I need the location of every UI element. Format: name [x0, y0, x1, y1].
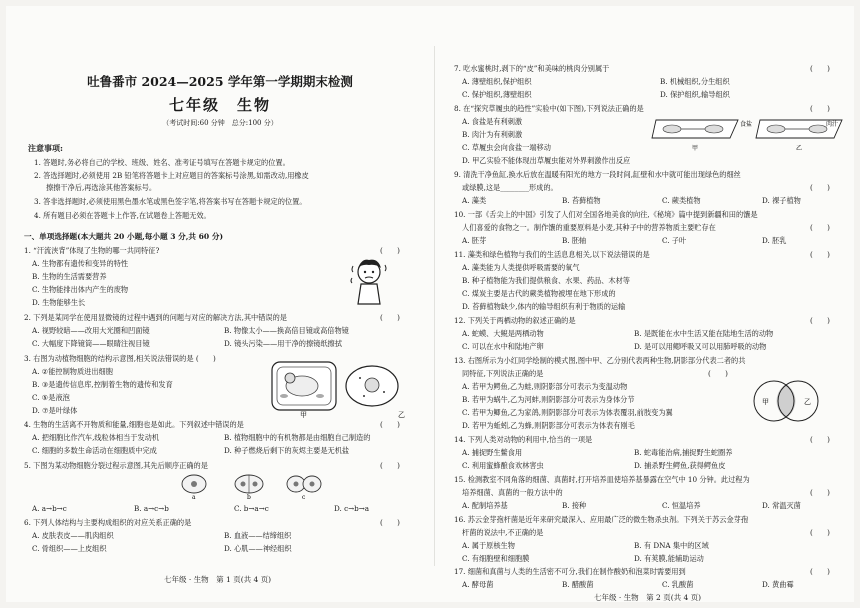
answer-paren: ( ) [810, 435, 830, 444]
page-2 [454, 6, 848, 602]
question-16-cont: 杆菌的说法中,不正确的是 [462, 528, 544, 537]
option: C. 乳酸菌 [662, 580, 694, 589]
option: D. 种子燃烧后剩下的灰烬主要是无机盐 [224, 446, 350, 455]
figure-label: c [302, 494, 306, 500]
question-8: 8. 在“探究草履虫的趋性”实验中(如下图),下列说法正确的是 [454, 104, 644, 113]
figure-label: 乙 [796, 145, 803, 152]
figure-label: 甲 [300, 411, 307, 418]
option: A. 皮肤表皮——肌肉组织 [32, 531, 114, 540]
question-3: 3. 右图为动植物细胞的结构示意图,相关说法错误的是 ( ) [24, 354, 216, 363]
option: C. 有细胞壁和细胞膜 [462, 554, 530, 563]
question-15-cont: 培养细菌、真菌的一般方法中的 [462, 488, 563, 497]
option: B. 接种 [562, 501, 587, 510]
option: B. 肉汁为有利刺激 [462, 130, 523, 139]
answer-paren: ( ) [380, 313, 400, 322]
page-footer: 七年级 · 生物 第 2 页(共 4 页) [594, 593, 702, 602]
option: D. 常温灭菌 [762, 501, 801, 510]
option: D. 胚乳 [762, 236, 787, 245]
option: B. 血液——结缔组织 [224, 531, 292, 540]
paramecium-experiment-diagram [650, 114, 848, 154]
option: C. 保护组织,薄壁组织 [462, 90, 532, 99]
option: D. 黄曲霉 [762, 580, 794, 589]
option: B. 苔藓植物 [562, 196, 601, 205]
question-17: 17. 细菌和真菌与人类的生活密不可分,我们在制作酸奶和泡菜时需要用到 [454, 567, 686, 576]
option: C. 骨组织——上皮组织 [32, 544, 107, 553]
answer-paren: ( ) [810, 316, 830, 325]
notes-title: 注意事项: [28, 143, 63, 153]
question-10: 10. 一部《舌尖上的中国》引发了人们对全国各地美食的向往,《秘境》篇中提到新疆和田的馕是 [454, 210, 758, 219]
option: A. 生物都有遗传和变异的特性 [32, 259, 129, 268]
option: A. 胚芽 [462, 236, 487, 245]
question-9: 9. 清洗干净鱼缸,换水后放在温暖有阳光的地方一段时间,缸壁和水中就可能出现绿色的细丝 [454, 170, 741, 179]
note-line: 3. 答非选择题时,必须使用黑色墨水笔或黑色签字笔,将答案书写在答题卡规定的位置。 [34, 197, 307, 206]
figure-label: 食盐 [740, 121, 753, 128]
option: B. ③是遗传信息库,控制着生物的遗传和发育 [32, 380, 173, 389]
figure-label: a [192, 494, 196, 500]
option: C. 生物能排出体内产生的废物 [32, 285, 129, 294]
option: D. 有荚膜,能辅助运动 [634, 554, 704, 563]
plant-animal-cell-diagram [268, 356, 408, 418]
answer-paren: ( ) [810, 223, 830, 232]
question-13: 13. 右图所示为小红同学绘制的模式图,图中甲、乙分别代表两种生物,阴影部分代表二者的共 [454, 356, 746, 365]
exam-info: （考试时间:60 分钟 总分:100 分） [162, 119, 278, 127]
option: D. 甲乙实验不能体现出草履虫能对外界刺激作出反应 [462, 156, 631, 165]
question-14: 14. 下列人类对动物的利用中,恰当的一项是 [454, 435, 593, 444]
option: D. ⑦是叶绿体 [32, 406, 78, 415]
answer-paren: ( ) [810, 528, 830, 537]
figure-label: 甲 [692, 145, 699, 152]
answer-paren: ( ) [810, 567, 830, 576]
option: A. 视野较暗——改用大光圈和凹面镜 [32, 326, 150, 335]
option: B. 是既能在水中生活又能在陆地生活的动物 [634, 329, 774, 338]
figure-label: 肉汁 [826, 121, 839, 128]
note-line: 2. 答选择题时,必须使用 2B 铅笔将答题卡上对应题目的答案标号涂黑,如需改动,用橡皮 [34, 171, 309, 180]
option: C. 恒温培养 [662, 501, 701, 510]
answer-paren: ( ) [810, 488, 830, 497]
option: A. 藻类能为人类提供呼吸需要的氧气 [462, 263, 580, 272]
answer-paren: ( ) [810, 64, 830, 73]
option: A. 食盐是有利刺激 [462, 117, 523, 126]
option: B. 若甲为蜗牛,乙为河蚌,则阴影部分可表示为身体分节 [462, 395, 635, 404]
note-line: 4. 所有题目必须在答题卡上作答,在试题卷上答题无效。 [34, 211, 211, 220]
option: B. 有 DNA 集中的区域 [634, 541, 709, 550]
answer-paren: ( ) [380, 518, 400, 527]
option: B. 蛇毒能治病,捕捉野生蛇圈养 [634, 448, 733, 457]
answer-paren: ( ) [810, 250, 830, 259]
cell-division-diagram [174, 472, 324, 500]
option: A. 配制培养基 [462, 501, 508, 510]
option: C. 蕨类植物 [662, 196, 701, 205]
option: A. ②能控制物质进出细胞 [32, 367, 113, 376]
option: A. 把细胞比作汽车,线粒体相当于发动机 [32, 433, 160, 442]
answer-paren: ( ) [810, 183, 830, 192]
option: D. 生物能够生长 [32, 298, 86, 307]
option: D. 是可以用鳃呼吸又可以用肺呼吸的动物 [634, 342, 767, 351]
exam-sheet [6, 6, 854, 602]
option: B. 物像太小——换高倍目镜或高倍物镜 [224, 326, 349, 335]
option: C. 煤炭主要是古代的蕨类植物被埋在地下形成的 [462, 289, 616, 298]
option: C. 利用蜜蜂酿食欢林害虫 [462, 461, 544, 470]
option: C. 若甲为鲫鱼,乙为家鸽,则阴影部分可表示为体表覆羽,前肢变为翼 [462, 408, 673, 417]
question-9-cont: 或绿膜,这是________形成的。 [462, 183, 558, 192]
option: A. 属于原核生物 [462, 541, 515, 550]
option: A. 酵母菌 [462, 580, 494, 589]
question-6: 6. 下列人体结构与主要构成组织的对应关系正确的是 [24, 518, 192, 527]
answer-paren: ( ) [380, 461, 400, 470]
option: D. 心肌——神经组织 [224, 544, 292, 553]
sweating-boy-illustration [346, 256, 392, 306]
option: D. 苔藓植物缺少,体内的输导组织有利于物质的运输 [462, 302, 626, 311]
option: A. 蛇蟆、大鲵是两栖动物 [462, 329, 544, 338]
question-13-cont: 同特征,下列说法正确的是 [462, 369, 544, 378]
figure-label: b [247, 494, 251, 500]
question-15: 15. 检测教室不同角落的细菌、真菌时,打开培养皿使培养基暴露在空气中 10 分钟。此过程为 [454, 475, 750, 484]
option: D. 裸子植物 [762, 196, 801, 205]
exam-title: 吐鲁番市 2024—2025 学年第一学期期末检测 [87, 74, 353, 89]
option: B. 机械组织,分生组织 [660, 77, 730, 86]
answer-paren: ( ) [380, 246, 400, 255]
page-fold-divider [434, 46, 435, 566]
question-4: 4. 生物的生活离不开物质和能量,细胞也是如此。下列叙述中错误的是 [24, 420, 244, 429]
question-1: 1. “汗流浃背”体现了生物的哪一共同特征? [24, 246, 160, 255]
option: B. 醋酸菌 [562, 580, 594, 589]
question-7: 7. 吃水蜜桃时,剥下的“皮”和美味的桃肉分别属于 [454, 64, 610, 73]
question-10-cont: 人们喜爱的食物之一。制作馕的重要原料是小麦,其种子中的营养物质主要贮存在 [462, 223, 716, 232]
option: C. 细胞的多数生命活动在细胞质中完成 [32, 446, 157, 455]
option: C. ⑤是液泡 [32, 393, 70, 402]
option: B. 植物细胞中的有机物都是由细胞自己制造的 [224, 433, 371, 442]
grade-subject: 七年级 生物 [168, 96, 271, 114]
option: B. a→c→b [134, 504, 169, 513]
option: D. 若甲为蚯蚓,乙为蜂,则阴影部分可表示为体表有刚毛 [462, 421, 635, 430]
note-line: 擦擦干净后,再选涂其他答案标号。 [46, 183, 157, 192]
option: D. 保护组织,输导组织 [660, 90, 730, 99]
answer-paren: ( ) [380, 420, 400, 429]
option: A. 若甲为鳄鱼,乙为蛙,则阴影部分可表示为变温动物 [462, 382, 628, 391]
note-line: 1. 答题时,务必将自己的学校、班级、姓名、准考证号填写在答题卡规定的位置。 [34, 158, 290, 167]
question-5: 5. 下图为某动物细胞分裂过程示意图,其先后顺序正确的是 [24, 461, 208, 470]
question-12: 12. 下列关于两栖动物的叙述正确的是 [454, 316, 576, 325]
option: A. 捕捉野生鳖食用 [462, 448, 523, 457]
option: B. 种子植物能为我们提供粮食、水果、药品、木材等 [462, 276, 630, 285]
option: A. 薄壁组织,保护组织 [462, 77, 532, 86]
option: C. 子叶 [662, 236, 687, 245]
option: C. 草履虫会向食盐一端移动 [462, 143, 551, 152]
option: A. 藻类 [462, 196, 487, 205]
option: B. 胚轴 [562, 236, 587, 245]
page-footer: 七年级 · 生物 第 1 页(共 4 页) [164, 575, 272, 584]
option: D. 捕杀野生鳄鱼,获得鳄鱼皮 [634, 461, 726, 470]
figure-label: 甲 [762, 398, 769, 406]
answer-paren: ( ) [708, 369, 728, 378]
figure-label: 乙 [398, 411, 405, 418]
option: C. 大幅度下降镜筒——眼睛注视目镜 [32, 339, 150, 348]
option: C. b→a→c [234, 504, 269, 513]
question-16: 16. 苏云金芽孢杆菌是近年来研究最深入、应用最广泛的微生物杀虫剂。下列关于苏云金芽孢 [454, 515, 749, 524]
page-1 [24, 6, 416, 602]
venn-diagram [744, 374, 828, 428]
option: A. a→b→c [32, 504, 67, 513]
section-title: 一、单项选择题(本大题共 20 小题,每小题 3 分,共 60 分) [24, 232, 224, 241]
option: C. 可以在水中和陆地产卵 [462, 342, 544, 351]
question-11: 11. 藻类和绿色植物与我们的生活息息相关,以下说法错误的是 [454, 250, 650, 259]
figure-label: 乙 [804, 398, 811, 406]
option: D. 镜头污染——用干净的擦镜纸擦拭 [224, 339, 342, 348]
answer-paren: ( ) [810, 104, 830, 113]
option: B. 生物的生活需要营养 [32, 272, 107, 281]
option: D. c→b→a [334, 504, 370, 513]
question-2: 2. 下列是某同学在使用显微镜的过程中遇到的问题与对应的解决方法,其中错误的是 [24, 313, 287, 322]
